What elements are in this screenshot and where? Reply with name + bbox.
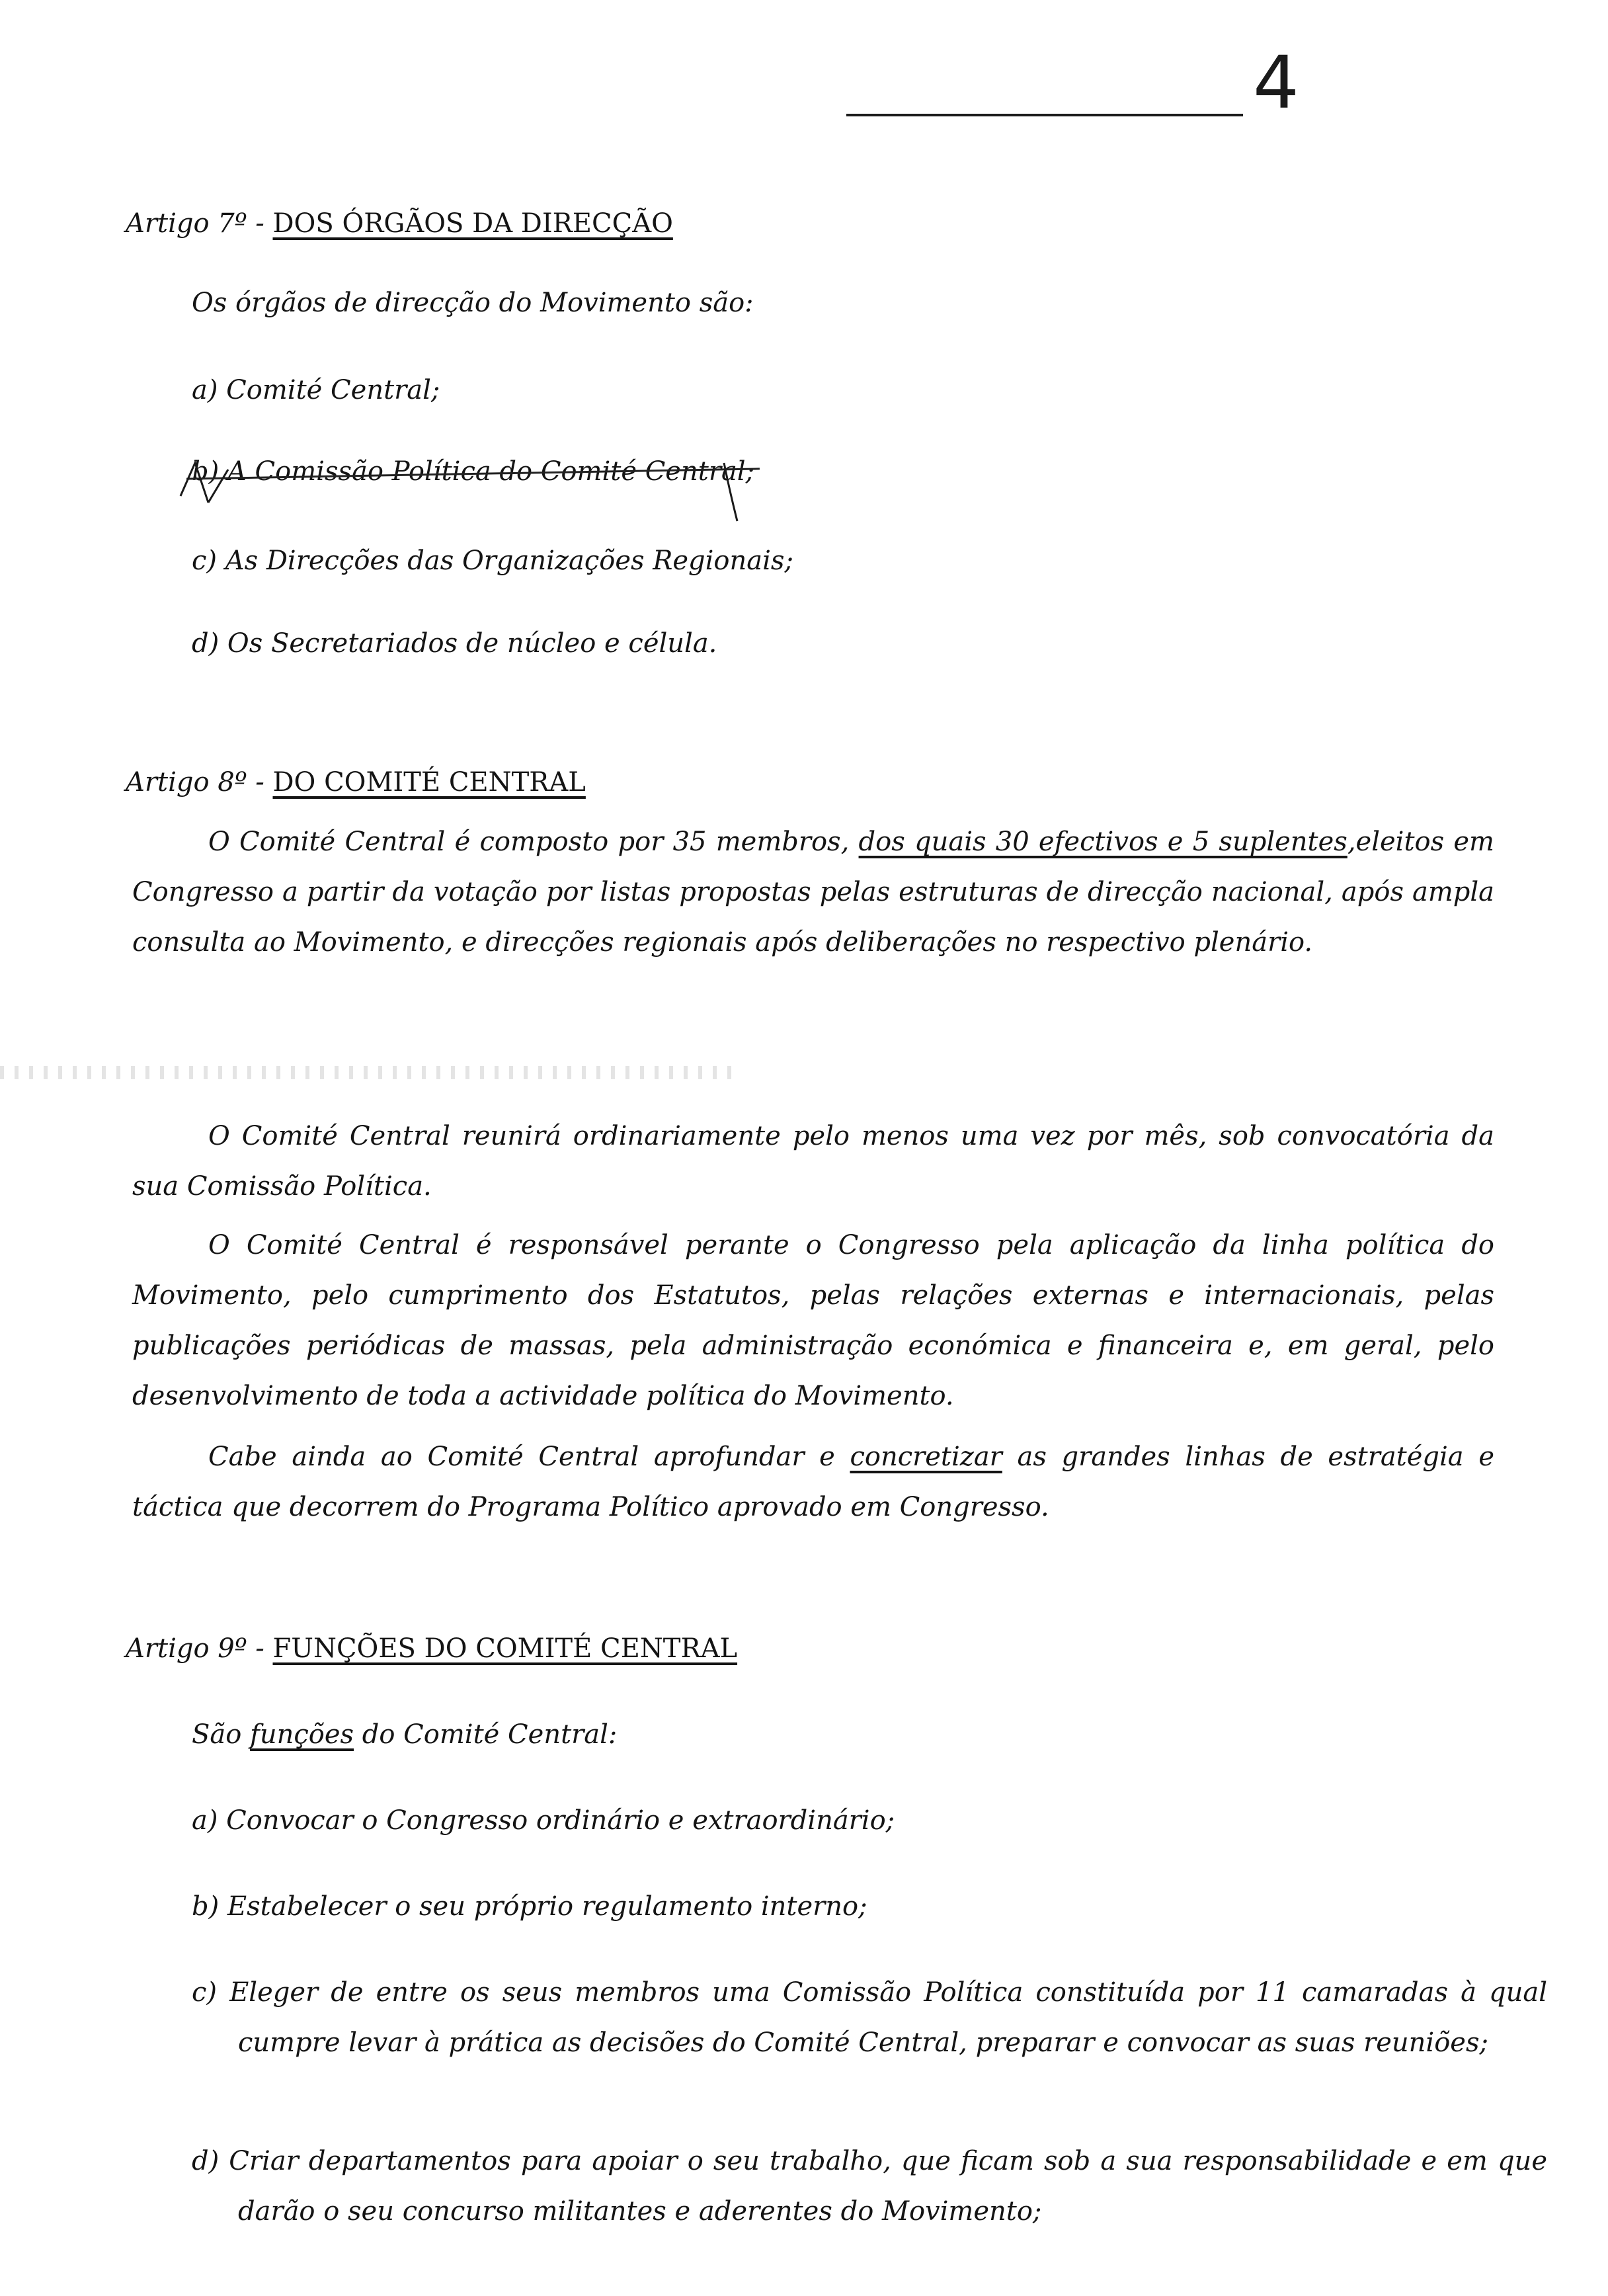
article-8-p4-after: as grandes linhas de estratégia e táctica que decorrem do Programa Político aprovado em Congresso. — [132, 1442, 1494, 1522]
article-7-intro: Os órgãos de direcção do Movimento são: — [192, 288, 754, 318]
article-9-item-b: b) Estabelecer o seu próprio regulamento interno; — [192, 1891, 867, 1922]
article-8-paragraph-2: O Comité Central reunirá ordinariamente pelo menos uma vez por mês, sob convocatória da sua Comissão Política. — [132, 1121, 1494, 1202]
article-7-label: Artigo 7º - — [126, 208, 273, 239]
article-9-intro — [192, 1709, 617, 1760]
article-8-heading — [126, 757, 586, 807]
article-7-title: DOS ÓRGÃOS DA DIRECÇÃO — [272, 208, 673, 239]
article-8-title: DO COMITÉ CENTRAL — [272, 767, 586, 798]
article-9-intro-before: São — [192, 1719, 251, 1750]
article-7-heading — [126, 198, 673, 249]
article-9-item-c: c) Eleger de entre os seus membros uma Comissão Política constituída por 11 camaradas à qual cumpre levar à prática as decisões do Comité Central, preparar e convocar as suas reuniões; — [192, 1977, 1547, 2058]
article-8-paragraph-4 — [132, 1432, 1494, 1532]
article-9-label: Artigo 9º - — [126, 1633, 273, 1664]
page-number: 4 — [1253, 40, 1299, 125]
article-9-item-d: d) Criar departamentos para apoiar o seu trabalho, que ficam sob a sua responsabilidade e em que darão o seu concurso militantes e aderentes do Movimento; — [192, 2146, 1547, 2227]
article-8-p1-before: O Comité Central é composto por 35 membros, — [208, 827, 859, 857]
article-8-paragraph-1 — [132, 817, 1494, 967]
article-8-p4-before: Cabe ainda ao Comité Central aprofundar e — [208, 1442, 850, 1472]
article-8-p4-underlined: concretizar — [850, 1442, 1002, 1472]
article-7-item-d: d) Os Secretariados de núcleo e célula. — [192, 628, 717, 659]
article-7-item-b-struck-text: b) A Comissão Política do Comité Central; — [192, 446, 754, 497]
article-8-label: Artigo 8º - — [126, 767, 273, 798]
article-7-item-a: a) Comité Central; — [192, 375, 440, 405]
article-9-intro-underlined: funções — [250, 1719, 354, 1750]
handwritten-strikethrough — [169, 450, 883, 522]
article-9-intro-after: do Comité Central: — [354, 1719, 618, 1750]
article-9-title: FUNÇÕES DO COMITÉ CENTRAL — [272, 1633, 738, 1664]
article-9-item-a: a) Convocar o Congresso ordinário e extraordinário; — [192, 1805, 895, 1836]
article-7-item-c: c) As Direcções das Organizações Regionais; — [192, 546, 793, 576]
article-8-p1-underlined: dos quais 30 efectivos e 5 suplentes — [858, 827, 1347, 857]
article-8-paragraph-3: O Comité Central é responsável perante o Congresso pela aplicação da linha política do Movimento, pelo cumprimento dos Estatutos, pelas relações externas e internacionais, pelas publicações periódicas de massas, pela administração económica e financeira e, em geral, pelo desenvolvimento de toda a actividade política do Movimento. — [132, 1230, 1494, 1411]
article-8-p1-after: ,eleitos em Congresso a partir da votação por listas propostas pelas estruturas de direcção nacional, após ampla consulta ao Movimento, e direcções regionais após deliberações no respectivo plenário. — [132, 827, 1494, 958]
article-9-heading — [126, 1623, 737, 1674]
page-number-rule — [846, 114, 1243, 116]
scan-noise-band — [0, 1066, 741, 1079]
